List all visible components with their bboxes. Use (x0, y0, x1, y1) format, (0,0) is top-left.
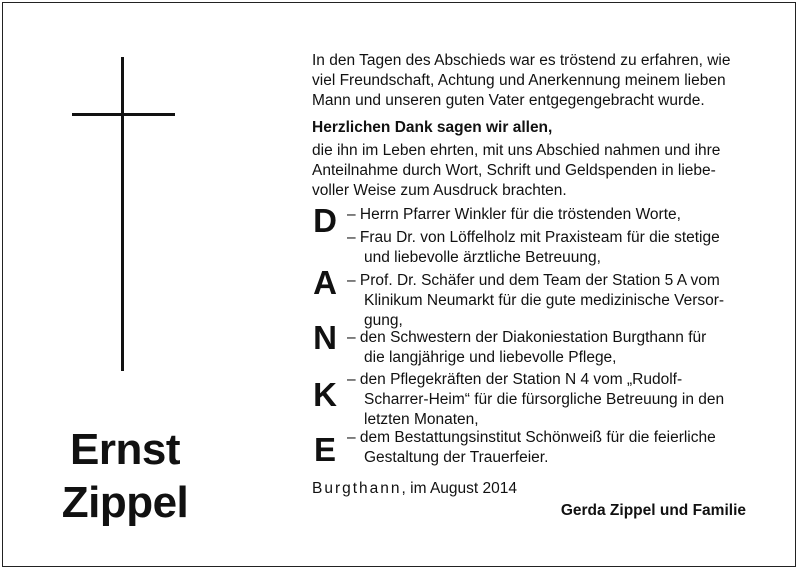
place-town: Burgthann (312, 480, 402, 497)
addressee-line: voller Weise zum Ausdruck brachten. (312, 182, 567, 199)
thanks-line: gung, (364, 312, 403, 329)
thanks-line: Klinikum Neumarkt für die gute medizinische Versor- (364, 292, 725, 309)
thanks-line: die langjährige und liebevolle Pflege, (364, 349, 617, 366)
deceased-last-name: Zippel (61, 478, 189, 527)
thanks-line: – Frau Dr. von Löffelholz mit Praxisteam für die stetige (347, 229, 720, 246)
intro-paragraph (312, 51, 746, 111)
danke-letter-e: E (313, 431, 336, 468)
addressee-paragraph (312, 141, 746, 201)
date-text: , im August 2014 (401, 480, 517, 497)
danke-letter-a: A (313, 264, 337, 301)
intro-line: In den Tagen des Abschieds war es tröstend zu erfahren, wie (312, 52, 731, 69)
thanks-line: – den Pflegekräften der Station N 4 vom „Rudolf- (347, 371, 683, 388)
thanks-line: letzten Monaten, (364, 411, 479, 428)
place-date (312, 480, 517, 498)
danke-letter-d: D (313, 202, 337, 239)
danke-letter-n: N (313, 319, 337, 356)
thanks-entry-bestatter (347, 428, 747, 468)
thanks-line: Scharrer-Heim“ für die fürsorgliche Betreuung in den (364, 391, 725, 408)
thanks-line: – dem Bestattungsinstitut Schönweiß für die feierliche (347, 429, 716, 446)
addressee-line: die ihn im Leben ehrten, mit uns Abschied nahmen und ihre (312, 142, 721, 159)
danke-letter-k: K (313, 376, 337, 413)
cross-vertical-bar (121, 57, 124, 371)
addressee-line: Anteilnahme durch Wort, Schrift und Geldspenden in liebe- (312, 162, 716, 179)
intro-line: Mann und unseren guten Vater entgegengebracht wurde. (312, 92, 705, 109)
intro-line: viel Freundschaft, Achtung und Anerkennung meinem lieben (312, 72, 726, 89)
thanks-entry-pfarrer (347, 205, 747, 225)
thanks-entry-pflegeheim (347, 370, 747, 430)
thanks-entry-aerztin (347, 228, 747, 268)
thanks-entry-klinikum (347, 271, 747, 331)
thanks-line: Gestaltung der Trauerfeier. (364, 449, 549, 466)
thanks-entry-diakonie (347, 328, 747, 368)
thanks-line: – Prof. Dr. Schäfer und dem Team der Station 5 A vom (347, 272, 720, 289)
cross-horizontal-bar (72, 113, 175, 116)
thanks-heading: Herzlichen Dank sagen wir allen, (312, 119, 553, 136)
thanks-line: – den Schwestern der Diakoniestation Burgthann für (347, 329, 707, 346)
deceased-first-name: Ernst (70, 425, 180, 474)
thanks-line: – Herrn Pfarrer Winkler für die tröstenden Worte, (347, 206, 681, 223)
thanks-line: und liebevolle ärztliche Betreuung, (364, 249, 601, 266)
signature: Gerda Zippel und Familie (560, 502, 746, 519)
